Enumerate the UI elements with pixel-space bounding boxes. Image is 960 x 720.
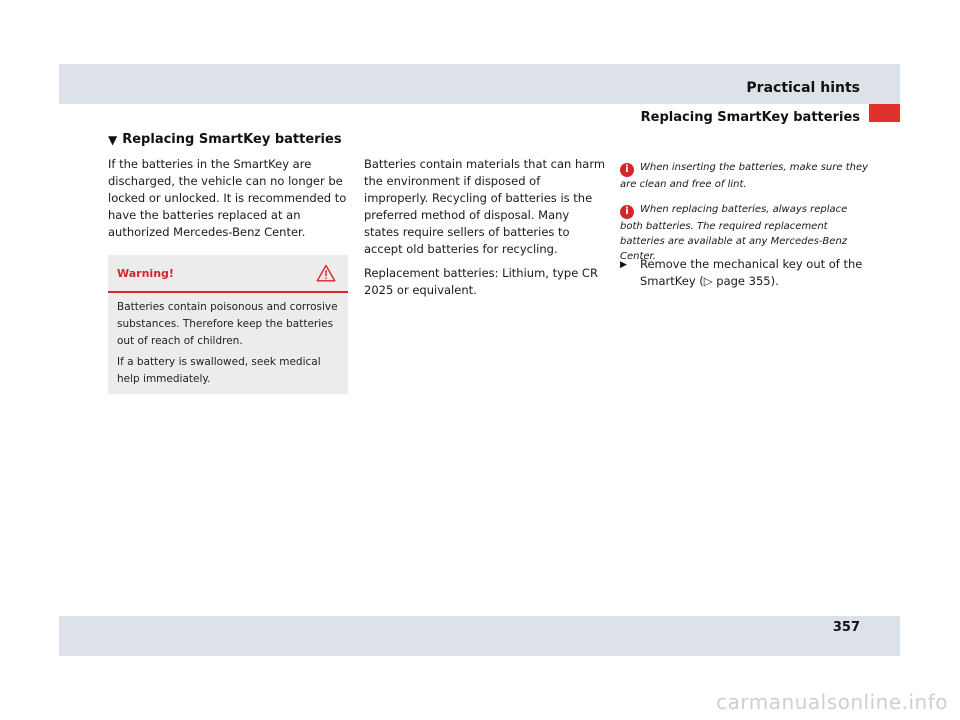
footer-band [59,616,900,656]
info-icon: i [620,205,634,219]
instruction-step-text: Remove the mechanical key out of the SmartKey (▷ page 355). [640,257,863,288]
warning-triangle-icon [316,264,336,282]
chapter-title: Practical hints [746,80,860,96]
warning-text-1: Batteries contain poisonous and corrosive substances. Therefore keep the batteries out of reach of children. [117,301,338,347]
triangle-down-icon: ▼ [108,132,118,147]
chapter-tab-marker [869,104,900,122]
instruction-step [620,256,870,290]
warning-text-2: If a battery is swallowed, seek medical help immediately. [117,356,321,385]
info-note-2-text: When replacing batteries, always replace both batteries. The required replacement batteries are available at any Mercedes-Benz Center. [620,204,848,262]
warning-header [108,255,348,293]
battery-type-paragraph: Replacement batteries: Lithium, type CR 2025 or equivalent. [364,266,598,297]
warning-box [108,255,348,394]
section-heading [108,132,342,147]
intro-paragraph: If the batteries in the SmartKey are discharged, the vehicle can no longer be locked or unlocked. It is recommended to have the batteries replaced at an authorized Mercedes-Benz Center. [108,157,347,239]
info-icon: i [620,163,634,177]
info-note-2 [620,202,870,264]
watermark: carmanualsonline.info [716,690,948,714]
warning-label: Warning! [117,266,174,280]
info-note-1 [620,160,870,192]
section-heading-text: Replacing SmartKey batteries [122,132,342,147]
page-number: 357 [832,620,860,635]
arrow-right-icon: ▶ [620,260,627,270]
recycling-paragraph: Batteries contain materials that can harm the environment if disposed of improperly. Recycling of batteries is the preferred method of disposal. Many states require sellers of batteries to accept old batteries for recycling. [364,157,606,256]
info-note-1-text: When inserting the batteries, make sure they are clean and free of lint. [620,162,869,190]
section-title: Replacing SmartKey batteries [640,110,860,125]
